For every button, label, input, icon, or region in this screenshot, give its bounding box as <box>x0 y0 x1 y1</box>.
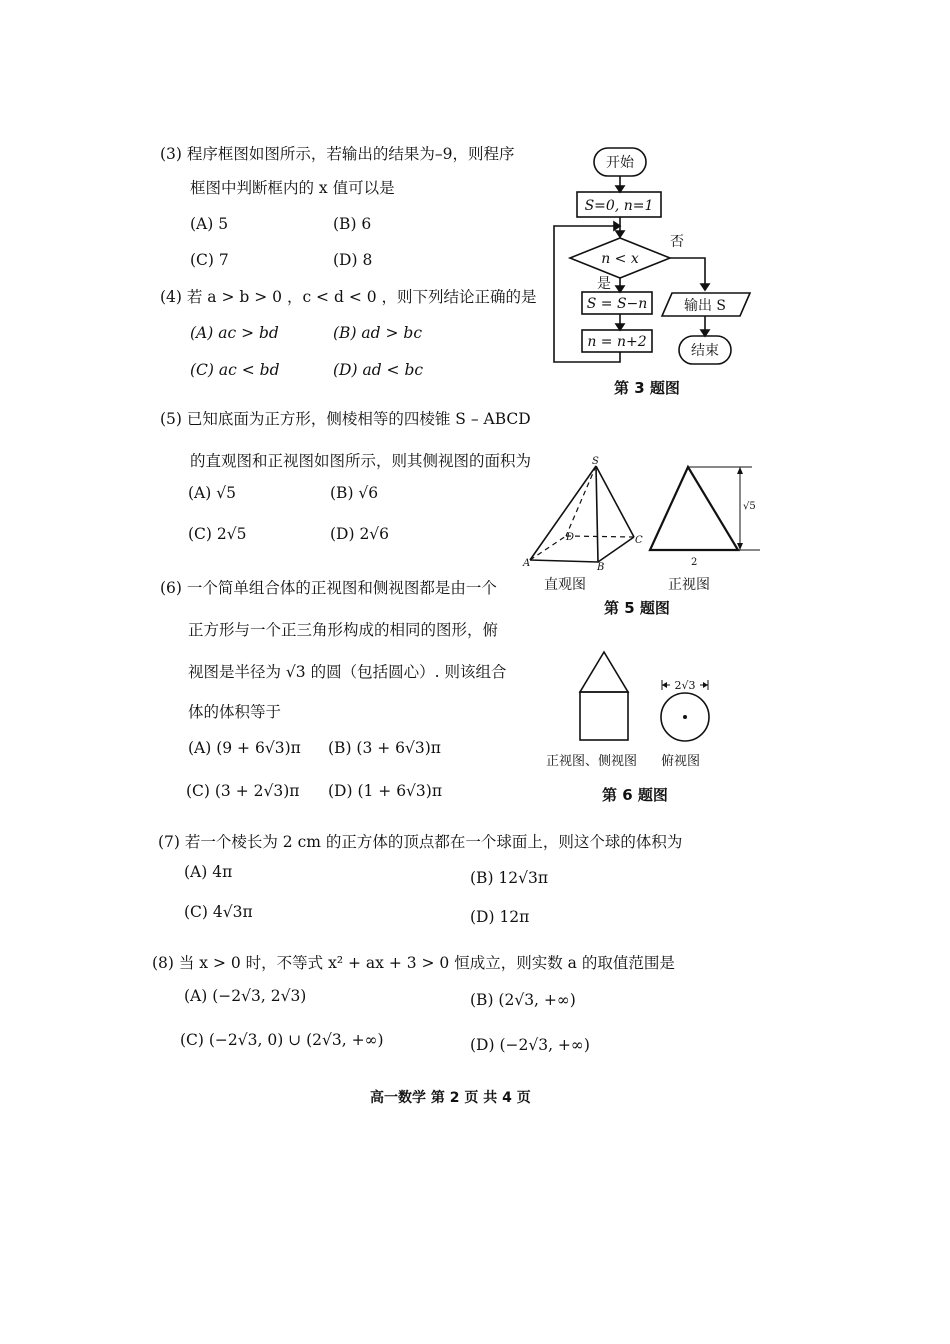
q8-option-a: (A) (−2√3, 2√3) <box>184 987 307 1005</box>
flow-start-label: 开始 <box>606 155 634 171</box>
q8-option-d: (D) (−2√3, +∞) <box>470 1036 590 1054</box>
flow-cond-label: n < x <box>601 251 639 267</box>
q6-option-b: (B) (3 + 6√3)π <box>328 739 441 757</box>
q6-stem-line4: 体的体积等于 <box>188 703 282 721</box>
q7-stem: (7) 若一个棱长为 2 cm 的正方体的顶点都在一个球面上，则这个球的体积为 <box>158 833 683 851</box>
q5-option-b: (B) √6 <box>330 484 379 502</box>
q5-stem-line2: 的直观图和正视图如图所示，则其侧视图的面积为 <box>190 452 532 470</box>
q3-option-b: (B) 6 <box>333 215 372 233</box>
q6-option-c: (C) (3 + 2√3)π <box>186 782 300 800</box>
q5-figure-caption: 第 5 题图 <box>604 599 670 617</box>
q3-figure-caption: 第 3 题图 <box>614 379 680 397</box>
q6-figure-caption: 第 6 题图 <box>602 786 668 804</box>
q7-option-b: (B) 12√3π <box>470 869 549 887</box>
pyramid-vertex-b: B <box>597 562 605 573</box>
q4-option-b: (B) ad > bc <box>333 324 423 342</box>
q6-stem-line3: 视图是半径为 √3 的圆（包括圆心）. 则该组合 <box>188 663 507 681</box>
q5-option-c: (C) 2√5 <box>188 525 247 543</box>
q3-option-d: (D) 8 <box>333 251 373 269</box>
q6-front-triangle <box>580 652 628 692</box>
pyramid-vertex-s: S <box>592 456 599 467</box>
q6-stem-line1: (6) 一个简单组合体的正视图和侧视图都是由一个 <box>160 579 497 597</box>
q5-option-a: (A) √5 <box>188 484 236 502</box>
q6-circle-center <box>683 715 687 719</box>
q8-stem: (8) 当 x > 0 时，不等式 x² + ax + 3 > 0 恒成立，则实数 a 的取值范围是 <box>152 954 675 972</box>
q6-stem-line2: 正方形与一个正三角形构成的相同的图形，俯 <box>188 621 499 639</box>
pyramid-vertex-c: C <box>635 535 643 546</box>
q8-option-c: (C) (−2√3, 0) ∪ (2√3, +∞) <box>180 1031 384 1049</box>
q3-stem-line1: (3) 程序框图如图所示，若输出的结果为–9，则程序 <box>160 145 515 163</box>
page-footer: 高一数学 第 2 页 共 4 页 <box>370 1090 531 1106</box>
q6-option-a: (A) (9 + 6√3)π <box>188 739 301 757</box>
q6-front-square <box>580 692 628 740</box>
q5-stem-line1: (5) 已知底面为正方形，侧棱相等的四棱锥 S – ABCD <box>160 410 531 428</box>
q5-label-intuitive: 直观图 <box>544 577 586 593</box>
flow-incr-label: n = n+2 <box>587 334 647 350</box>
q5-label-front: 正视图 <box>668 577 710 593</box>
q4-stem: (4) 若 a > b > 0 ，c < d < 0 ，则下列结论正确的是 <box>160 288 537 306</box>
q4-option-c: (C) ac < bd <box>190 361 280 379</box>
q3-option-c: (C) 7 <box>190 251 229 269</box>
flow-output-label: 输出 S <box>683 298 727 314</box>
flow-no-label: 否 <box>670 234 684 250</box>
flow-yes-label: 是 <box>597 276 611 292</box>
q8-option-b: (B) (2√3, +∞) <box>470 991 576 1009</box>
q7-option-c: (C) 4√3π <box>184 903 253 921</box>
q4-option-d: (D) ad < bc <box>333 361 424 379</box>
q3-option-a: (A) 5 <box>190 215 229 233</box>
q6-label-front-side: 正视图、侧视图 <box>546 754 638 769</box>
pyramid-vertex-d: D <box>566 532 575 543</box>
q6-label-top: 俯视图 <box>661 754 701 769</box>
q4-option-a: (A) ac > bd <box>190 324 279 342</box>
q5-option-d: (D) 2√6 <box>330 525 390 543</box>
q7-option-d: (D) 12π <box>470 908 530 926</box>
front-view-height: √5 <box>743 501 756 512</box>
flow-assign-label: S = S−n <box>586 296 648 312</box>
q6-diameter-label: 2√3 <box>674 679 696 692</box>
q3-stem-line2: 框图中判断框内的 x 值可以是 <box>190 179 395 197</box>
front-view-base: 2 <box>691 557 698 568</box>
pyramid-vertex-a: A <box>523 558 531 569</box>
q6-option-d: (D) (1 + 6√3)π <box>328 782 443 800</box>
flow-init-label: S=0, n=1 <box>584 198 654 214</box>
flow-end-label: 结束 <box>691 343 719 359</box>
q7-option-a: (A) 4π <box>184 863 233 881</box>
